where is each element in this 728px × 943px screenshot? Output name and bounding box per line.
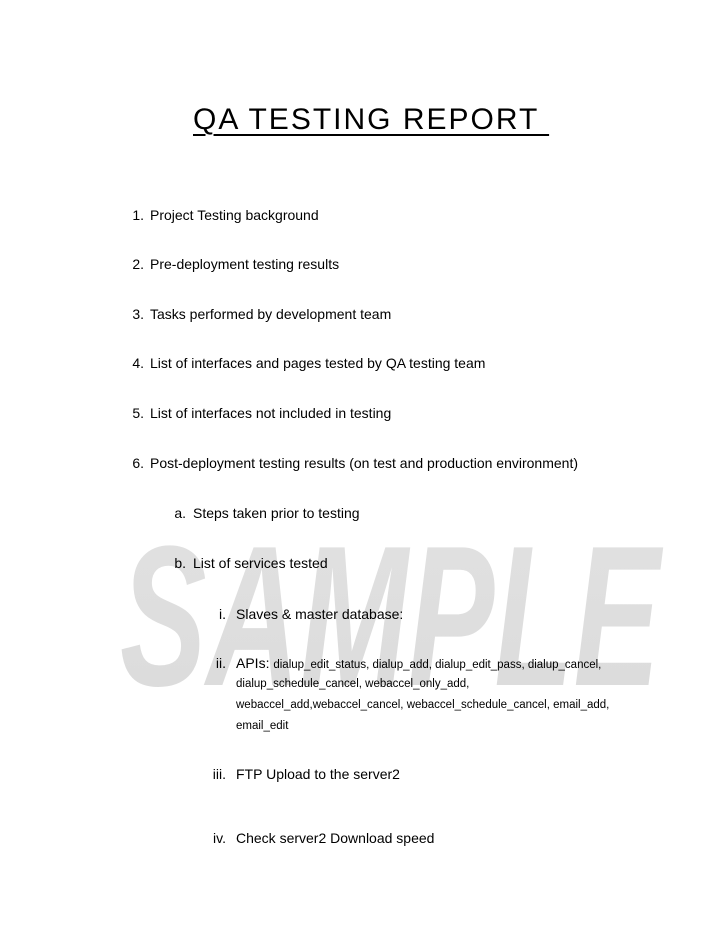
service-numeral: iv. [213, 830, 226, 846]
section-text: List of interfaces not included in testing [150, 405, 392, 421]
service-text: Check server2 Download speed [236, 830, 435, 846]
service-text: FTP Upload to the server2 [236, 766, 400, 782]
api-list-line: dialup_schedule_cancel, webaccel_only_add, [236, 678, 470, 690]
service-numeral: iii. [212, 766, 226, 782]
report-title: QA TESTING REPORT [193, 103, 550, 136]
service-text: Slaves & master database: [236, 606, 404, 622]
watermark-text: SAMPLE [120, 505, 664, 705]
apis-label: APIs: [236, 655, 270, 671]
section-text: Post-deployment testing results (on test and production environment) [150, 455, 579, 471]
section-text: Tasks performed by development team [150, 306, 392, 322]
section-number: 6. [132, 455, 144, 471]
section-number: 3. [132, 306, 144, 322]
section-number: 4. [132, 355, 144, 371]
subsection-text: List of services tested [193, 555, 328, 571]
service-numeral: ii. [215, 655, 226, 671]
subsection-letter: a. [174, 505, 186, 521]
section-text: Project Testing background [150, 207, 319, 223]
section-number: 5. [132, 405, 144, 421]
service-numeral: i. [219, 606, 226, 622]
apis-first-line [236, 654, 601, 674]
section-number: 1. [132, 207, 144, 223]
subsection-letter: b. [174, 555, 186, 571]
api-list-line: email_edit [236, 720, 289, 732]
subsection-text: Steps taken prior to testing [193, 505, 360, 521]
section-number: 2. [132, 256, 144, 272]
api-list-line: dialup_edit_status, dialup_add, dialup_edit_pass, dialup_cancel, [273, 659, 602, 671]
api-list-line: webaccel_add,webaccel_cancel, webaccel_schedule_cancel, email_add, [236, 699, 610, 711]
section-text: Pre-deployment testing results [150, 256, 340, 272]
section-text: List of interfaces and pages tested by QA testing team [150, 355, 486, 371]
